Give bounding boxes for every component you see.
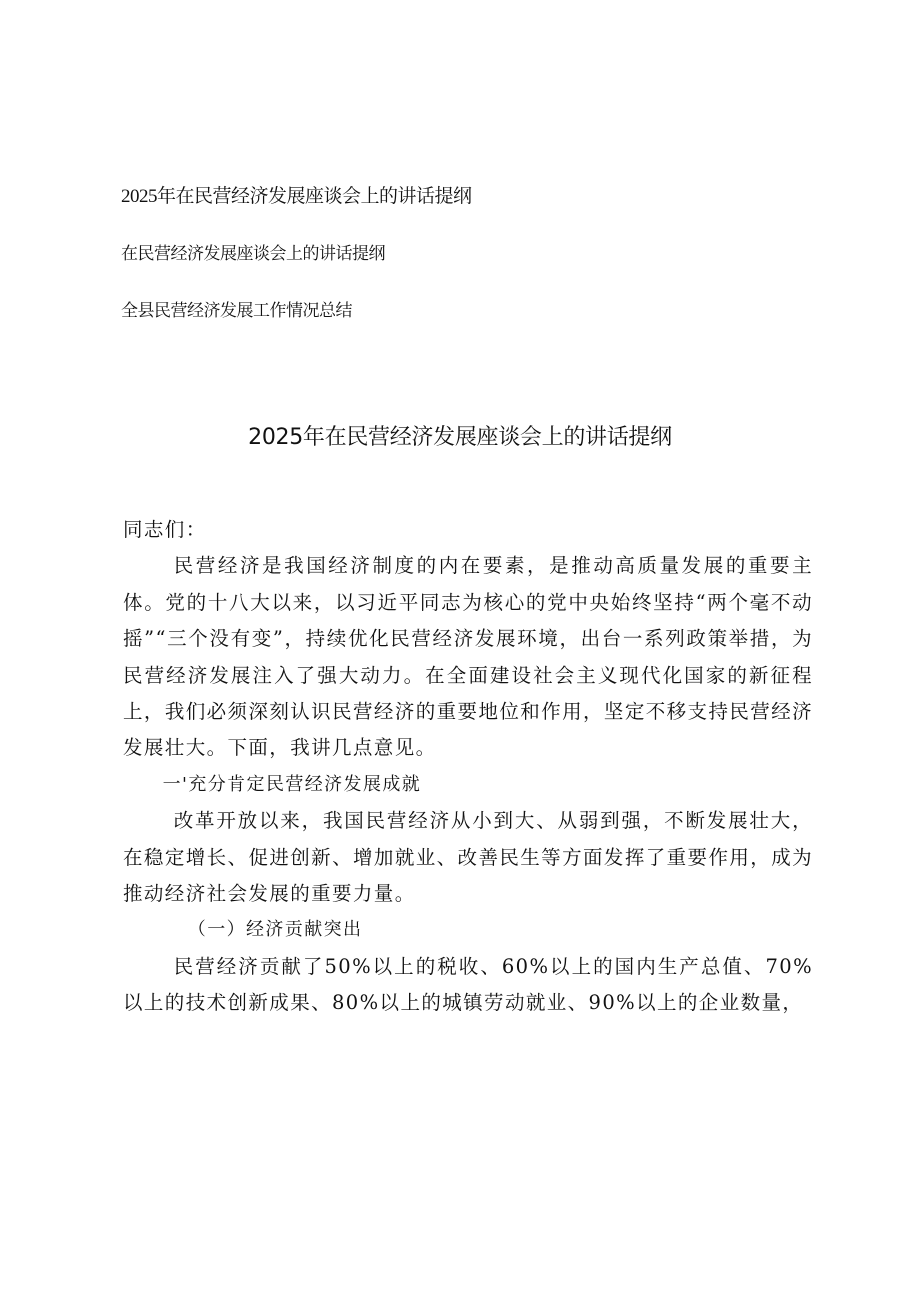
section-heading-1: 一'充分肯定民营经济发展成就 xyxy=(162,773,422,795)
paragraph-intro: 民营经济是我国经济制度的内在要素，是推动高质量发展的重要主体。党的十八大以来，以习近平同志为核心的党中央始终坚持“两个毫不动摇”“三个没有变”，持续优化民营经济发展环境，出台一系列政策举措，为民营经济发展注入了强大动力。在全面建设社会主义现代化国家的新征程上，我们必须深刻认识民营经济的重要地位和作用，坚定不移支持民营经济发展壮大。下面，我讲几点意见。 xyxy=(123,554,813,760)
paragraph-contribution: 民营经济贡献了50%以上的税收、60%以上的国内生产总值、70%以上的技术创新成果、80%以上的城镇劳动就业、90%以上的企业数量， xyxy=(123,954,813,1015)
paragraph-achievements: 改革开放以来，我国民营经济从小到大、从弱到强，不断发展壮大，在稳定增长、促进创新、增加就业、改善民生等方面发挥了重要作用，成为推动经济社会发展的重要力量。 xyxy=(123,809,813,906)
toc-item-2: 在民营经济发展座谈会上的讲话提纲 xyxy=(121,244,385,264)
subsection-heading-1: （一）经济贡献突出 xyxy=(187,919,363,941)
document-title: 2025年在民营经济发展座谈会上的讲话提纲 xyxy=(248,425,672,450)
greeting: 同志们： xyxy=(123,518,207,541)
table-of-contents xyxy=(121,182,821,353)
document-body xyxy=(123,512,813,1022)
toc-item-3: 全县民营经济发展工作情况总结 xyxy=(121,301,352,321)
toc-item-1: 2025年在民营经济发展座谈会上的讲话提纲 xyxy=(121,186,472,207)
